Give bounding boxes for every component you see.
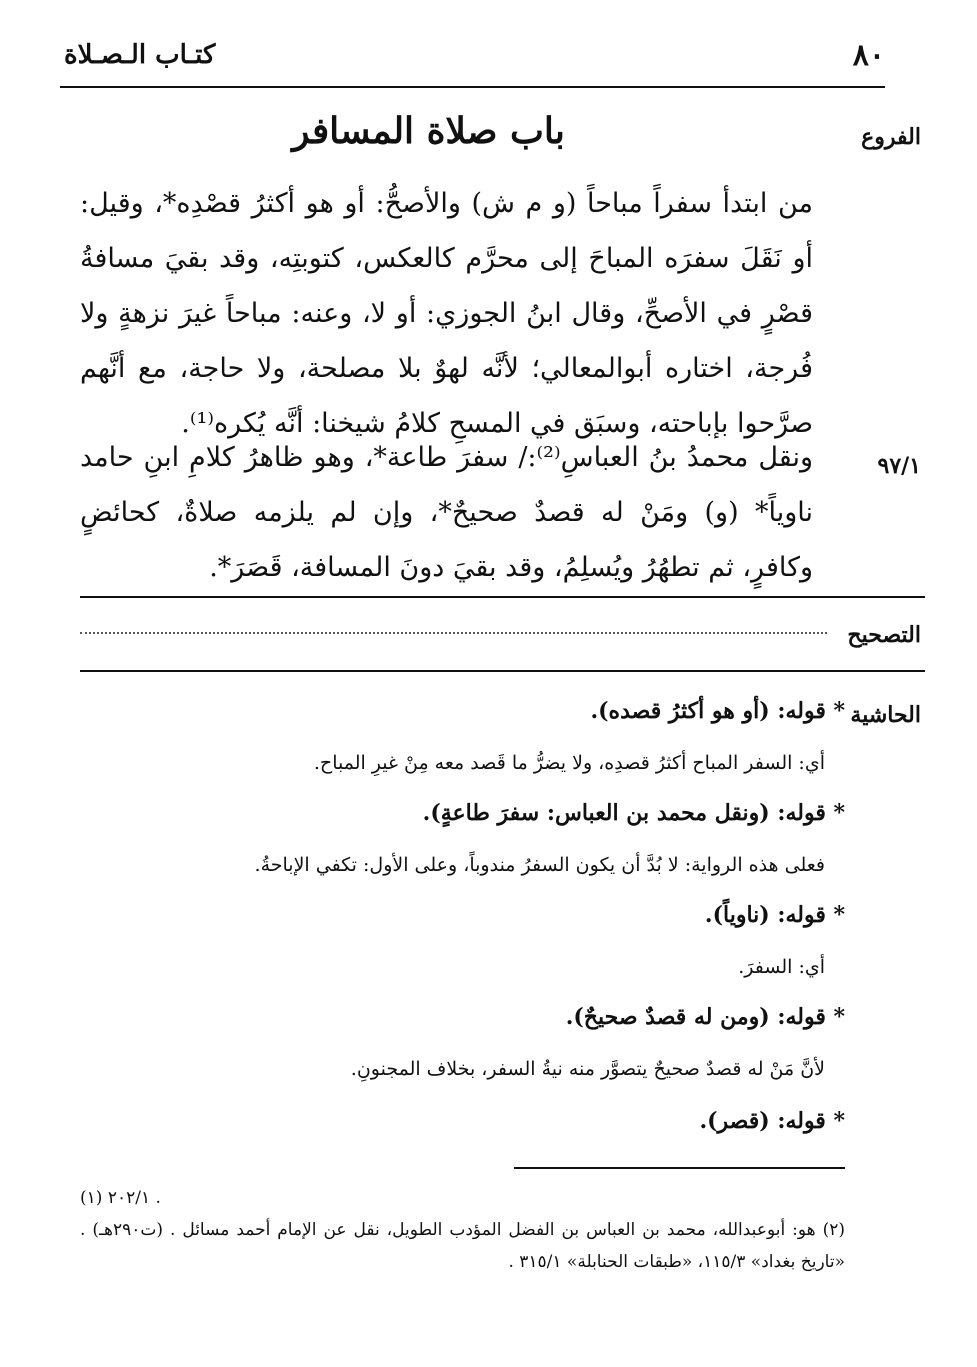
chapter-title: باب صلاة المسافر: [292, 110, 565, 152]
main-paragraph: من ابتدأ سفراً مباحاً (و م ش) والأصحُّ: أو هو أكثرُ قصْدِه*، وقيل: أو نَقَلَ سفرَه المباحَ إلى محرَّم كالعكس، كتوبتِه، وقد بقيَ مسافةُ قصْرٍ في الأصحِّ، وقال ابنُ الجوزي: أو لا، وعنه: مباحاً غيرَ نزهةٍ ولا فُرجة، اختاره أبوالمعالي؛ لأنَّه لهوٌ بلا مصلحة، ولا حاجة، مع أنَّهم صرَّحوا بإباحته، وسبَق في المسحِ كلامُ شيخنا: أنَّه يُكره⁽¹⁾.: [80, 188, 813, 439]
running-title: كتـاب الـصـلاة: [64, 40, 216, 70]
hashiya-quote: * قوله: (ونقل محمد بن العباس: سفرَ طاعةٍ).: [422, 800, 845, 826]
tashih-top-rule: [80, 596, 925, 598]
section-label-furu: الفروع: [861, 124, 921, 150]
section-label-tashih: التصحيح: [847, 622, 921, 648]
main-paragraph: ونقل محمدُ بنُ العباسِ⁽²⁾:/ سفرَ طاعة*، وهو ظاهرُ كلامِ ابنِ حامد ناوياً* (و) ومَنْ له قصدٌ صحيحٌ*، وإن لم يلزمه صلاةٌ، كحائضٍ وكافرٍ، ثم تطهُرُ ويُسلِمُ، وقد بقيَ دونَ المسافة، قَصَرَ*.: [80, 442, 813, 583]
tashih-dotted-line: [80, 632, 827, 634]
hashiya-comment: لأنَّ مَنْ له قصدٌ صحيحٌ يتصوَّر منه نيةُ السفر، بخلاف المجنونِ.: [350, 1058, 825, 1080]
header-rule: [60, 86, 885, 88]
tashih-bottom-rule: [80, 670, 925, 672]
hashiya-comment: فعلى هذه الرواية: لا بُدَّ أن يكون السفرُ مندوباً، وعلى الأول: تكفي الإباحةُ.: [254, 854, 825, 876]
section-label-hashiya: الحاشية: [850, 702, 921, 728]
hashiya-quote: * قوله: (ومن له قصدٌ صحيحٌ).: [565, 1004, 845, 1030]
hashiya-quote: * قوله: (ناوياً).: [704, 902, 845, 928]
manuscript-reference: ٩٧/١: [877, 453, 921, 479]
footnote: (١) ٢٠٢/١ .: [80, 1188, 161, 1208]
hashiya-comment: أي: السفر المباح أكثرُ قصدِه، ولا يضرُّ ما قَصد معه مِنْ غيرِ المباح.: [313, 752, 825, 774]
hashiya-comment: أي: السفرَ.: [738, 956, 825, 978]
hashiya-quote: * قوله: (قصر).: [699, 1108, 845, 1134]
footnote: (٢) هو: أبوعبدالله، محمد بن العباس بن الفضل المؤدب الطويل، نقل عن الإمام أحمد مسائل . (ت٢٩٠هـ) . «تاريخ بغداد» ١١٥/٣، «طبقات الحنابلة» ٣١٥/١ .: [80, 1220, 845, 1272]
hashiya-quote: * قوله: (أو هو أكثرُ قصده).: [590, 698, 845, 724]
page-number: ٨٠: [852, 38, 885, 73]
footnote-rule: [514, 1167, 845, 1169]
